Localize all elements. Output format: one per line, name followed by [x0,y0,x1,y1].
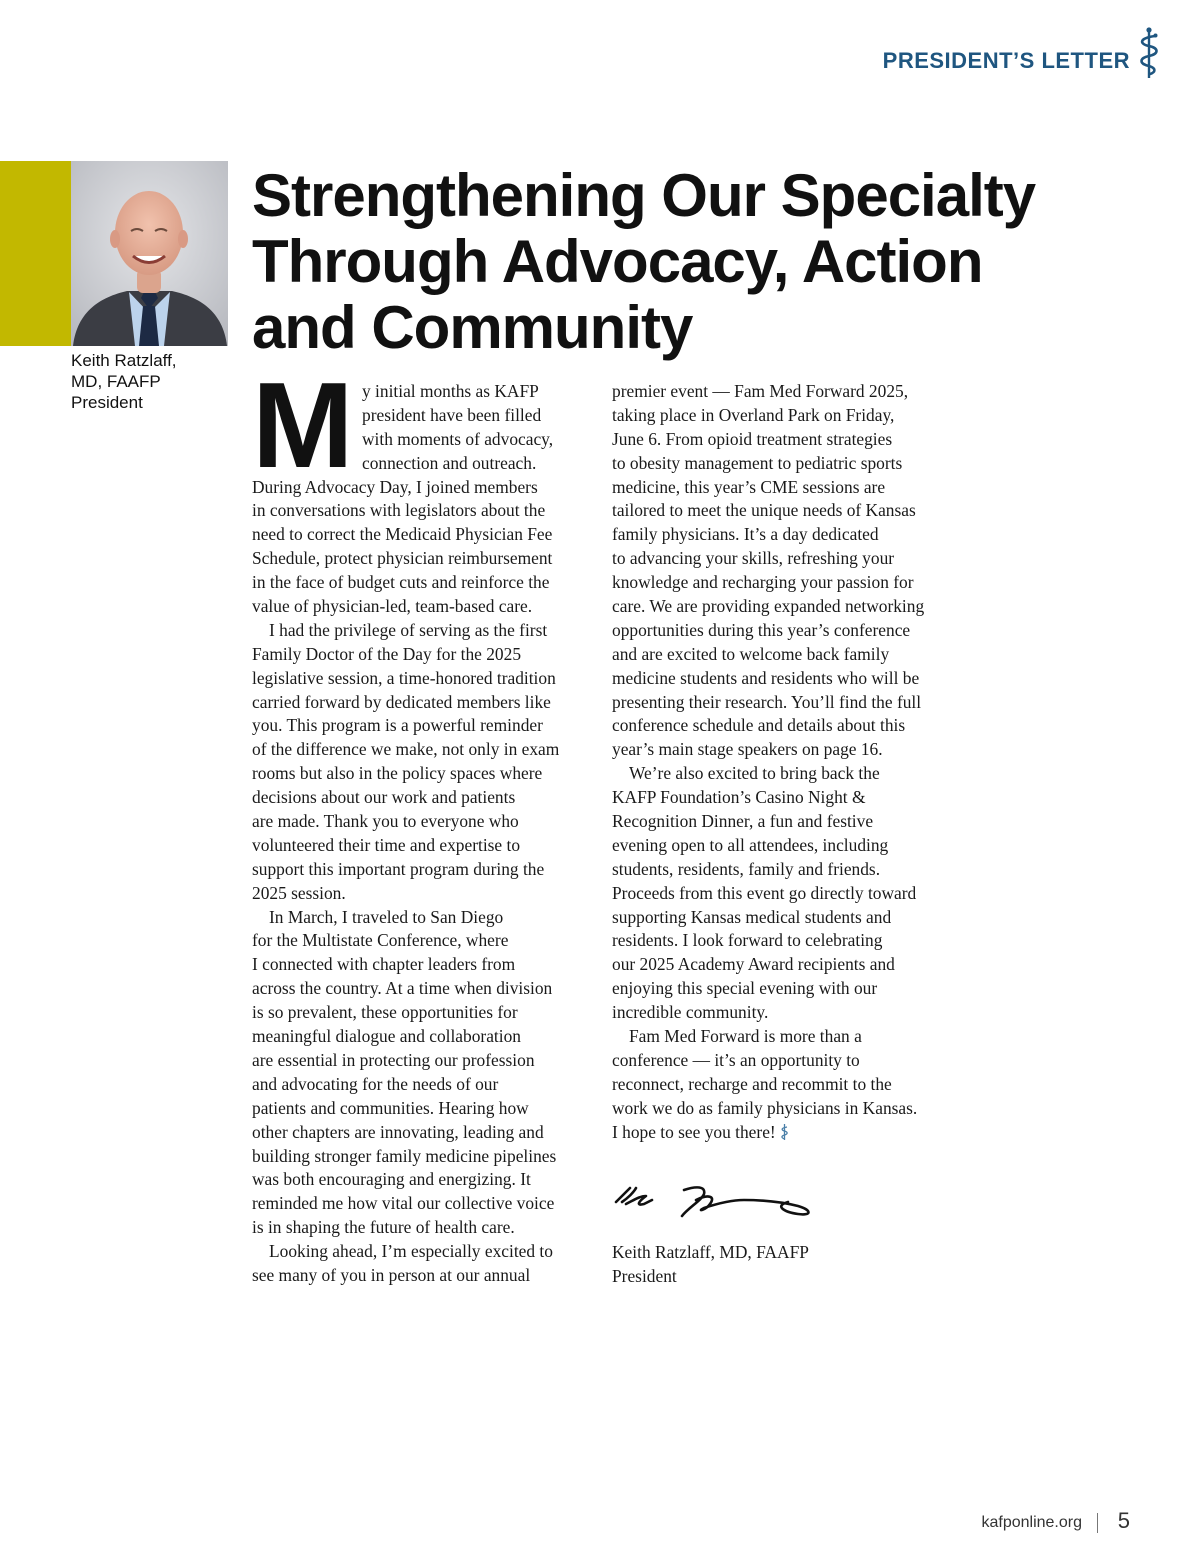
text-line: medicine, this year’s CME sessions are [612,476,886,497]
text-line: of the difference we make, not only in exam [252,739,560,760]
text-line: June 6. From opioid treatment strategies [612,428,893,449]
text-line: 2025 session. [252,882,346,903]
caduceus-end-icon [780,1123,789,1141]
president-portrait [71,161,228,346]
text-line: to obesity management to pediatric sports [612,452,903,473]
text-line: was both encouraging and energizing. It [252,1169,531,1190]
text-line: conference — it’s an opportunity to [612,1049,860,1070]
text-line: and are excited to welcome back family [612,643,890,664]
text-line: I hope to see you there! [612,1121,952,1145]
text-line: reminded me how vital our collective voice [252,1193,555,1214]
title-line: Strengthening Our Specialty [252,162,1036,229]
accent-bar [0,161,78,346]
text-line: are essential in protecting our profession [252,1049,535,1070]
signoff-title: President [612,1265,677,1286]
text-line: supporting Kansas medical students and [612,906,892,927]
text-line: premier event — Fam Med Forward 2025, [612,381,909,401]
text-line: support this important program during the [252,858,545,879]
text-line: taking place in Overland Park on Friday, [612,404,895,425]
body-column-right [612,380,952,1145]
text-line: you. This program is a powerful reminder [252,715,543,736]
text-line: medicine students and residents who will be [612,667,920,688]
text-line: across the country. At a time when division [252,978,553,999]
text-line: Family Doctor of the Day for the 2025 [252,643,522,664]
text-line: tailored to meet the unique needs of Kansas [612,500,916,521]
text-line: presenting their research. You’ll find the full [612,691,922,712]
text-line: with moments of advocacy, [362,428,554,449]
text-line: care. We are providing expanded networking [612,596,925,617]
text-line: In March, I traveled to San Diego [269,906,504,927]
page-number: 5 [1117,1508,1130,1533]
text-line: KAFP Foundation’s Casino Night & [612,787,866,808]
text-line: patients and communities. Hearing how [252,1097,529,1118]
text-line: evening open to all attendees, including [612,834,889,855]
text-line: opportunities during this year’s conference [612,619,911,640]
text-line: legislative session, a time-honored tradition [252,667,556,688]
article-title [252,163,1152,361]
text-line: conference schedule and details about this [612,715,906,736]
text-line: rooms but also in the policy spaces where [252,763,543,784]
text-line: family physicians. It’s a day dedicated [612,524,879,545]
text-line: need to correct the Medicaid Physician Fee [252,524,553,545]
text-line: incredible community. [612,1002,769,1023]
text-line: and advocating for the needs of our [252,1073,499,1094]
text-line: in the face of budget cuts and reinforce the [252,572,550,593]
photo-caption [71,350,231,413]
text-line: decisions about our work and patients [252,787,516,808]
text-line: Fam Med Forward is more than a [629,1026,862,1047]
text-line: other chapters are innovating, leading and [252,1121,544,1142]
text-line: president have been filled [362,404,542,425]
text-line: are made. Thank you to everyone who [252,811,519,832]
text-line: work we do as family physicians in Kansas. [612,1097,918,1118]
footer-url[interactable]: kafponline.org [981,1514,1082,1531]
text-line: volunteered their time and expertise to [252,834,521,855]
text-line: Looking ahead, I’m especially excited to [269,1241,553,1262]
text-line: students, residents, family and friends. [612,858,881,879]
text-line: is so prevalent, these opportunities for [252,1002,518,1023]
text-line: see many of you in person at our annual [252,1264,531,1285]
text-line: connection and outreach. [362,452,537,473]
text-line: building stronger family medicine pipelines [252,1145,557,1166]
text-line: for the Multistate Conference, where [252,930,509,951]
text-line: Proceeds from this event go directly toward [612,882,917,903]
text-line: I had the privilege of serving as the first [269,619,548,640]
text-line: enjoying this special evening with our [612,978,878,999]
text-line: reconnect, recharge and recommit to the [612,1073,892,1094]
caduceus-icon [1136,26,1162,80]
text-line: our 2025 Academy Award recipients and [612,954,895,975]
text-line: During Advocacy Day, I joined members [252,476,538,497]
caption-line: Keith Ratzlaff, [71,351,177,370]
text-line: Schedule, protect physician reimbursement [252,548,553,569]
text-line: residents. I look forward to celebrating [612,930,883,951]
text-line: in conversations with legislators about the [252,500,546,521]
text-line: is in shaping the future of health care. [252,1217,515,1238]
caption-line: MD, FAAFP [71,372,161,391]
text-line: value of physician-led, team-based care. [252,596,533,617]
caption-line: President [71,393,143,412]
text-line: I connected with chapter leaders from [252,954,516,975]
text-line: year’s main stage speakers on page 16. [612,739,883,760]
body-column-left [252,380,592,1288]
footer-divider [1097,1513,1098,1533]
drop-cap: M [252,357,354,493]
title-line: and Community [252,294,693,361]
section-label: PRESIDENT’S LETTER [882,48,1130,73]
signoff-name: Keith Ratzlaff, MD, FAAFP [612,1242,809,1262]
text-line: knowledge and recharging your passion for [612,572,914,593]
text-line: carried forward by dedicated members like [252,691,551,712]
title-line: Through Advocacy, Action [252,228,983,295]
signoff [612,1241,809,1289]
signature-icon [612,1178,822,1230]
text-line: We’re also excited to bring back the [629,763,880,784]
text-line: meaningful dialogue and collaboration [252,1026,521,1047]
text-line: Recognition Dinner, a fun and festive [612,811,874,832]
text-line: to advancing your skills, refreshing your [612,548,895,569]
text-line: y initial months as KAFP [362,381,539,401]
